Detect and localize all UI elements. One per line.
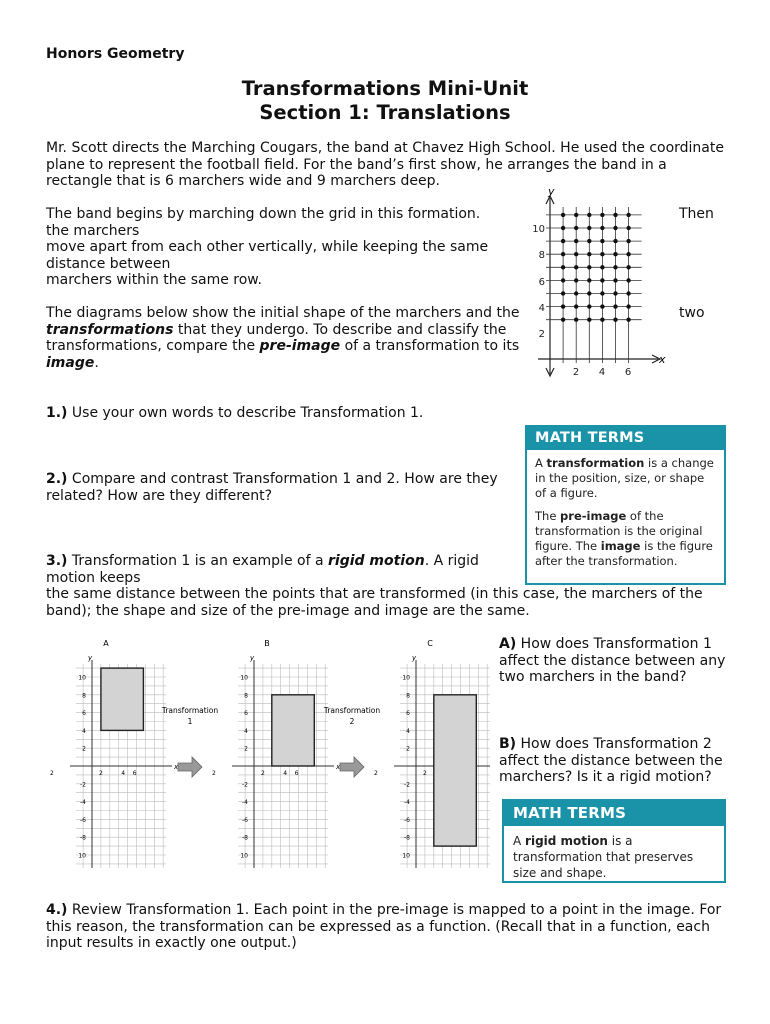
marcher-dot <box>574 226 578 230</box>
marcher-dot <box>600 213 604 217</box>
title-line-2: Section 1: Translations <box>259 101 511 124</box>
diagram-y-tick: 4 <box>244 727 248 735</box>
diagram-panel <box>50 654 179 868</box>
marcher-dot <box>600 318 604 322</box>
marcher-dot <box>574 265 578 269</box>
marcher-dot <box>561 278 565 282</box>
diagram-y-tick: -6 <box>404 816 410 824</box>
marcher-dot <box>626 318 630 322</box>
question-3-text-2: . A rigid motion keeps <box>46 553 479 586</box>
marcher-dot <box>587 278 591 282</box>
dot-grid-y-tick: 10 <box>532 224 545 235</box>
marcher-dot <box>574 213 578 217</box>
diagram-y-tick: -8 <box>80 834 86 842</box>
math-terms-heading: MATH TERMS <box>527 427 724 450</box>
diagrams-text-1: The diagrams below show the initial shape of the marchers and the <box>46 305 520 321</box>
formation-paragraph <box>46 206 516 289</box>
transformation-2-caption: Transformation <box>323 706 381 715</box>
question-1-number: 1.) <box>46 405 68 421</box>
marcher-dot <box>587 252 591 256</box>
diagrams-text-3: of a transformation to its <box>340 338 520 354</box>
formation-rectangle <box>101 668 143 730</box>
dot-grid-x-tick: 4 <box>598 367 606 378</box>
marcher-dot <box>626 304 630 308</box>
diagram-x-tick: 2 <box>98 770 103 777</box>
question-3-number: 3.) <box>46 553 68 569</box>
diagrams-paragraph <box>46 305 524 371</box>
diagram-y-tick: 10 <box>78 852 86 860</box>
marcher-dot <box>561 265 565 269</box>
diagram-y-tick: 8 <box>406 692 410 700</box>
diagram-y-tick: 8 <box>244 692 248 700</box>
question-b <box>499 736 734 786</box>
marcher-dot <box>574 304 578 308</box>
marcher-dot <box>613 318 617 322</box>
question-1-text: Use your own words to describe Transformation 1. <box>67 405 424 421</box>
math-terms-box-1 <box>525 425 726 585</box>
question-3-text-1: Transformation 1 is an example of a <box>67 553 328 569</box>
marcher-dot <box>587 265 591 269</box>
diagram-y-tick: -4 <box>404 799 410 807</box>
marcher-dot <box>561 226 565 230</box>
math-terms-transformation-def: A transformation is a change in the position, size, or shape of a figure. <box>535 455 714 500</box>
transformation-1-number: 1 <box>187 717 193 726</box>
marcher-dot <box>626 226 630 230</box>
marcher-dot <box>613 239 617 243</box>
diagram-y-tick: 4 <box>406 727 410 735</box>
diagram-x-tick: 4 <box>283 770 288 777</box>
diagram-label-b: B <box>264 639 270 648</box>
question-1 <box>46 405 506 422</box>
intro-paragraph: Mr. Scott directs the Marching Cougars, the band at Chavez High School. He used the coordinate plane to represent the football field. For the band’s first show, he arranges the band in a rectangle that is 6 marchers wide and 9 marchers deep. <box>46 140 724 189</box>
diagram-y-tick: 10 <box>240 852 248 860</box>
marcher-dot <box>600 265 604 269</box>
diagram-x-label: x <box>174 763 179 771</box>
question-4-text: Review Transformation 1. Each point in the pre-image is mapped to a point in the image. For this reason, the transformation can be expressed as a function. (Recall that in a function, each input results in exactly one output.) <box>46 902 722 951</box>
marcher-dot <box>626 213 630 217</box>
diagram-y-label: y <box>88 654 93 662</box>
diagram-y-tick: 6 <box>406 710 410 718</box>
diagram-y-tick: -6 <box>80 816 86 824</box>
formation-rectangle <box>434 695 477 846</box>
marcher-dot <box>561 291 565 295</box>
question-a-label: A) <box>499 636 517 652</box>
dot-grid-x-tick: 2 <box>572 367 580 378</box>
marcher-dot <box>600 278 604 282</box>
diagram-y-tick: 2 <box>82 745 86 753</box>
dot-grid-y-label: y <box>548 185 555 198</box>
diagram-x-tick: 6 <box>294 770 299 777</box>
question-3-text-3: the same distance between the points that are transformed (in this case, the marchers of the band); the shape and size of the pre-image and image are the same. <box>46 586 703 619</box>
term-transformations: transformations <box>46 321 174 338</box>
diagram-x-tick: 2 <box>50 770 54 777</box>
diagram-y-tick: 10 <box>402 674 410 682</box>
diagram-x-tick: 2 <box>260 770 265 777</box>
marcher-dot <box>587 291 591 295</box>
then-word: Then <box>679 206 714 222</box>
diagram-y-tick: 10 <box>402 852 410 860</box>
dot-grid-x-tick: 6 <box>624 367 632 378</box>
formation-rectangle <box>272 695 315 766</box>
diagram-y-tick: -8 <box>404 834 410 842</box>
diagram-y-tick: 6 <box>244 710 248 718</box>
marcher-dot <box>587 304 591 308</box>
dot-grid-x-label: x <box>659 353 666 366</box>
term-image: image <box>46 354 95 371</box>
formation-line-1: The band begins by marching down the grid in this formation. <box>46 206 481 222</box>
diagram-y-tick: -4 <box>242 799 248 807</box>
question-b-text: How does Transformation 2 affect the distance between the marchers? Is it a rigid motion? <box>499 736 723 785</box>
marcher-dot <box>626 252 630 256</box>
question-2-text: Compare and contrast Transformation 1 and 2. How are they related? How are they different? <box>46 471 498 504</box>
diagram-y-tick: -8 <box>242 834 248 842</box>
diagram-x-tick: 4 <box>121 770 126 777</box>
marcher-dot <box>561 239 565 243</box>
formation-line-2: the marchers <box>46 222 140 239</box>
diagram-y-tick: -2 <box>242 781 248 789</box>
diagram-y-label: y <box>412 654 417 662</box>
course-name: Honors Geometry <box>46 46 185 62</box>
diagram-x-tick: 2 <box>422 770 427 777</box>
marcher-dot <box>613 291 617 295</box>
marcher-dot <box>600 291 604 295</box>
transformation-2-number: 2 <box>349 717 355 726</box>
marcher-dot <box>600 226 604 230</box>
dot-grid-y-tick: 8 <box>538 250 545 261</box>
diagram-label-a: A <box>103 639 109 648</box>
marcher-dot <box>600 252 604 256</box>
diagram-panel <box>212 654 341 868</box>
math-terms-pre-image-def: The pre-image of the transformation is the original figure. The image is the figure after the transformation. <box>535 508 713 568</box>
diagram-y-tick: 6 <box>82 710 86 718</box>
diagram-y-tick: 2 <box>406 745 410 753</box>
arrow-icon <box>178 757 202 777</box>
marcher-dot <box>613 226 617 230</box>
two-word: two <box>679 305 705 321</box>
marcher-dot <box>587 213 591 217</box>
marcher-dot <box>600 304 604 308</box>
marcher-dot-grid <box>526 184 670 384</box>
formation-line-3: move apart from each other vertically, while keeping the same distance between <box>46 239 489 272</box>
marcher-dot <box>574 318 578 322</box>
diagram-y-tick: 10 <box>240 674 248 682</box>
diagram-y-tick: -2 <box>404 781 410 789</box>
math-terms-rigid-motion-def: A rigid motion is a transformation that preserves size and shape. <box>513 833 694 880</box>
formation-line-4: marchers within the same row. <box>46 272 262 288</box>
question-2-number: 2.) <box>46 471 68 487</box>
diagram-label-c: C <box>427 639 433 648</box>
diagram-panel <box>374 654 490 868</box>
diagram-x-tick: 2 <box>374 770 378 777</box>
question-2 <box>46 471 516 504</box>
question-4 <box>46 902 736 952</box>
marcher-dot <box>587 239 591 243</box>
marcher-dot <box>626 291 630 295</box>
diagram-y-tick: -6 <box>242 816 248 824</box>
marcher-dot <box>587 226 591 230</box>
page-title <box>0 77 770 125</box>
diagrams-text-2: that they undergo. To describe and classify the transformations, compare the <box>46 321 507 354</box>
marcher-dot <box>587 318 591 322</box>
marcher-dot <box>613 213 617 217</box>
marcher-dot <box>574 278 578 282</box>
title-line-1: Transformations Mini-Unit <box>241 77 529 100</box>
math-terms-box-2 <box>502 799 726 883</box>
marcher-dot <box>574 291 578 295</box>
dot-grid-y-tick: 4 <box>538 303 545 314</box>
diagram-y-tick: 2 <box>244 745 248 753</box>
transformation-diagrams <box>50 632 490 872</box>
question-a <box>499 636 734 686</box>
diagram-x-tick: 2 <box>212 770 216 777</box>
marcher-dot <box>600 239 604 243</box>
question-a-text: How does Transformation 1 affect the distance between any two marchers in the band? <box>499 636 726 685</box>
marcher-dot <box>626 265 630 269</box>
marcher-dot <box>561 304 565 308</box>
marcher-dot <box>626 239 630 243</box>
diagram-x-label: x <box>336 763 341 771</box>
dot-grid-y-tick: 6 <box>538 277 545 288</box>
diagram-y-label: y <box>250 654 255 662</box>
question-b-label: B) <box>499 736 517 752</box>
diagram-y-tick: 10 <box>78 674 86 682</box>
diagram-y-tick: -4 <box>80 799 86 807</box>
arrow-icon <box>340 757 364 777</box>
diagram-y-tick: 4 <box>82 727 86 735</box>
marcher-dot <box>574 239 578 243</box>
diagram-x-tick: 6 <box>132 770 137 777</box>
marcher-dot <box>613 278 617 282</box>
question-4-number: 4.) <box>46 902 68 918</box>
marcher-dot <box>574 252 578 256</box>
marcher-dot <box>561 213 565 217</box>
diagram-y-tick: -2 <box>80 781 86 789</box>
marcher-dot <box>561 318 565 322</box>
term-pre-image: pre-image <box>259 338 341 354</box>
transformation-1-caption: Transformation <box>161 706 219 715</box>
marcher-dot <box>613 265 617 269</box>
diagrams-text-4: . <box>94 354 99 371</box>
marcher-dot <box>561 252 565 256</box>
marcher-dot <box>613 252 617 256</box>
diagram-y-tick: 8 <box>82 692 86 700</box>
marcher-dot <box>613 304 617 308</box>
marcher-dot <box>626 278 630 282</box>
math-terms-heading: MATH TERMS <box>504 801 724 826</box>
term-rigid-motion: rigid motion <box>327 553 425 569</box>
dot-grid-y-tick: 2 <box>538 329 545 340</box>
